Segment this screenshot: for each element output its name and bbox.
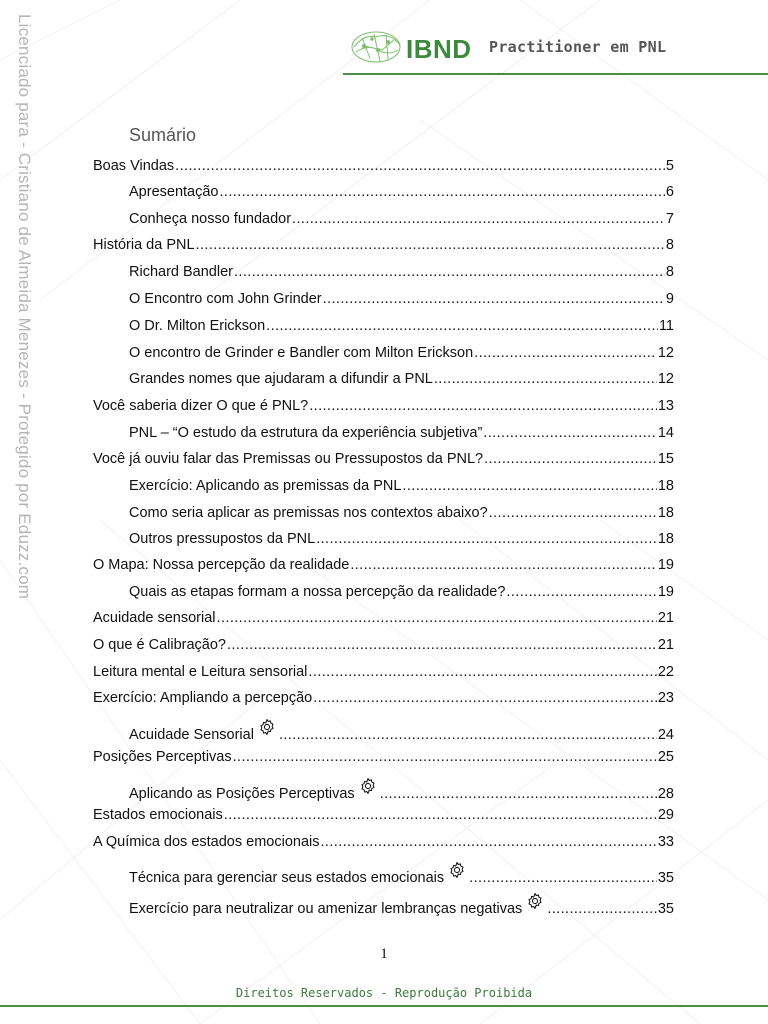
dot-leader — [266, 318, 658, 334]
toc-entry-page: 8 — [665, 264, 674, 280]
toc-entry[interactable] — [129, 584, 674, 604]
toc-entry[interactable] — [129, 531, 674, 551]
dot-leader — [309, 398, 657, 414]
toc-entry-page: 12 — [657, 345, 674, 361]
dot-leader — [279, 727, 657, 743]
dot-leader — [506, 584, 656, 600]
toc-entry-page: 5 — [665, 158, 674, 174]
dot-leader — [234, 264, 665, 280]
toc-entry-label: O encontro de Grinder e Bandler com Milton Erickson — [129, 345, 474, 361]
dot-leader — [227, 637, 657, 653]
toc-entry-label: O Dr. Milton Erickson — [129, 318, 266, 334]
toc-entry-label: Você já ouviu falar das Premissas ou Pressupostos da PNL? — [93, 451, 484, 467]
toc-entry-page: 25 — [657, 749, 674, 765]
toc-entry-page: 18 — [657, 478, 674, 494]
gear-icon — [526, 892, 544, 914]
toc-entry[interactable] — [129, 184, 674, 204]
toc-entry[interactable] — [93, 749, 674, 769]
toc-entry-label: Posições Perceptivas — [93, 749, 232, 765]
header-divider — [343, 73, 768, 75]
toc-entry[interactable] — [93, 610, 674, 630]
toc-entry[interactable] — [129, 895, 674, 915]
toc-entry[interactable] — [129, 425, 674, 445]
toc-entry-page: 19 — [657, 584, 674, 600]
toc-entry[interactable] — [93, 557, 674, 577]
toc-entry-page: 15 — [657, 451, 674, 467]
brand-name: IBND — [406, 34, 472, 64]
toc-entry-page: 19 — [657, 557, 674, 573]
toc-entry-label: Exercício para neutralizar ou amenizar lembranças negativas — [129, 901, 523, 917]
toc-entry-label: História da PNL — [93, 237, 195, 253]
toc-entry-label: Acuidade sensorial — [93, 610, 216, 626]
toc-entry-page: 29 — [657, 807, 674, 823]
toc-title: Sumário — [129, 125, 197, 145]
toc-entry[interactable] — [129, 371, 674, 391]
dot-leader — [308, 664, 656, 680]
toc-entry-label: Você saberia dizer O que é PNL? — [93, 398, 309, 414]
toc-entry-label: Apresentação — [129, 184, 219, 200]
toc-entry-label: Richard Bandler — [129, 264, 233, 280]
license-watermark: Licenciado para - Cristiano de Almeida Menezes - Protegido por Eduzz.com — [15, 14, 34, 600]
toc-entry-page: 18 — [657, 505, 674, 521]
toc-entry-page: 35 — [657, 870, 674, 886]
toc-entry-label: Grandes nomes que ajudaram a difundir a PNL — [129, 371, 433, 387]
gear-icon — [359, 777, 377, 799]
dot-leader — [217, 610, 657, 626]
footer-divider — [0, 1005, 768, 1007]
toc-entry-page: 13 — [657, 398, 674, 414]
toc-entry[interactable] — [129, 780, 674, 800]
gear-icon — [448, 861, 466, 883]
toc-entry-label: A Química dos estados emocionais — [93, 834, 320, 850]
dot-leader — [196, 237, 665, 253]
toc-entry[interactable] — [129, 264, 674, 284]
toc-entry-page: 23 — [657, 690, 674, 706]
toc-entry-label: O Mapa: Nossa percepção da realidade — [93, 557, 350, 573]
toc-entry-label: PNL – “O estudo da estrutura da experiência subjetiva” — [129, 425, 483, 441]
dot-leader — [313, 690, 657, 706]
toc-entry[interactable] — [93, 398, 674, 418]
toc-entry-label: Conheça nosso fundador — [129, 211, 292, 227]
toc-entry-page: 12 — [657, 371, 674, 387]
toc-entry-label: Aplicando as Posições Perceptivas — [129, 786, 355, 802]
toc-entry-page: 21 — [657, 610, 674, 626]
toc-entry[interactable] — [93, 664, 674, 684]
dot-leader — [219, 184, 664, 200]
toc-entry-label: Acuidade Sensorial — [129, 727, 254, 743]
toc-entry-page: 6 — [665, 184, 674, 200]
dot-leader — [434, 371, 657, 387]
dot-leader — [320, 834, 656, 850]
toc-entry-label: Exercício: Ampliando a percepção — [93, 690, 313, 706]
toc-entry-label: Quais as etapas formam a nossa percepção da realidade? — [129, 584, 506, 600]
toc-entry[interactable] — [93, 807, 674, 827]
dot-leader — [316, 531, 657, 547]
toc-entry-label: O Encontro com John Grinder — [129, 291, 322, 307]
dot-leader — [292, 211, 665, 227]
brain-logo-icon — [350, 28, 404, 66]
toc-entry[interactable] — [129, 291, 674, 311]
toc-entry-label: Outros pressupostos da PNL — [129, 531, 316, 547]
dot-leader — [484, 451, 657, 467]
toc-entry-label: Estados emocionais — [93, 807, 223, 823]
dot-leader — [323, 291, 665, 307]
toc-entry-page: 9 — [665, 291, 674, 307]
toc-entry-page: 14 — [657, 425, 674, 441]
toc-entry[interactable] — [129, 721, 674, 741]
toc-entry[interactable] — [129, 345, 674, 365]
toc-entry-page: 21 — [657, 637, 674, 653]
toc-entry-page: 18 — [657, 531, 674, 547]
dot-leader — [402, 478, 656, 494]
dot-leader — [380, 786, 657, 802]
footer-text: Direitos Reservados - Reprodução Proibida — [235, 986, 533, 1000]
toc-entry-page: 7 — [665, 211, 674, 227]
dot-leader — [474, 345, 657, 361]
toc-entry-page: 35 — [657, 901, 674, 917]
header-logo — [350, 28, 680, 68]
toc-entry[interactable] — [93, 237, 674, 257]
toc-entry[interactable] — [129, 864, 674, 884]
dot-leader — [224, 807, 657, 823]
toc-entry-label: Como seria aplicar as premissas nos contextos abaixo? — [129, 505, 488, 521]
dot-leader — [483, 425, 657, 441]
page-number: 1 — [380, 946, 388, 962]
dot-leader — [469, 870, 657, 886]
toc-entry[interactable] — [93, 834, 674, 854]
toc-entry-page: 24 — [657, 727, 674, 743]
toc-entry-label: Boas Vindas — [93, 158, 175, 174]
toc-entry[interactable] — [129, 505, 674, 525]
toc-entry-label: Técnica para gerenciar seus estados emocionais — [129, 870, 445, 886]
toc-entry[interactable] — [129, 478, 674, 498]
toc-entry-page: 8 — [665, 237, 674, 253]
dot-leader — [175, 158, 665, 174]
gear-icon — [258, 718, 276, 740]
toc-entry[interactable] — [93, 158, 674, 178]
toc-entry-label: Leitura mental e Leitura sensorial — [93, 664, 308, 680]
toc-entry-label: Exercício: Aplicando as premissas da PNL — [129, 478, 402, 494]
toc-entry-page: 33 — [657, 834, 674, 850]
toc-entry[interactable] — [129, 318, 674, 338]
toc-entry[interactable] — [93, 690, 674, 710]
dot-leader — [233, 749, 657, 765]
dot-leader — [547, 901, 657, 917]
dot-leader — [350, 557, 657, 573]
brand-subtitle: Practitioner em PNL — [489, 38, 667, 56]
toc-entry[interactable] — [93, 637, 674, 657]
toc-entry-page: 11 — [658, 318, 674, 334]
toc-entry-label: O que é Calibração? — [93, 637, 226, 653]
toc-entry[interactable] — [93, 451, 674, 471]
toc-entry[interactable] — [129, 211, 674, 231]
dot-leader — [489, 505, 657, 521]
toc-entry-page: 28 — [657, 786, 674, 802]
toc-entry-page: 22 — [657, 664, 674, 680]
